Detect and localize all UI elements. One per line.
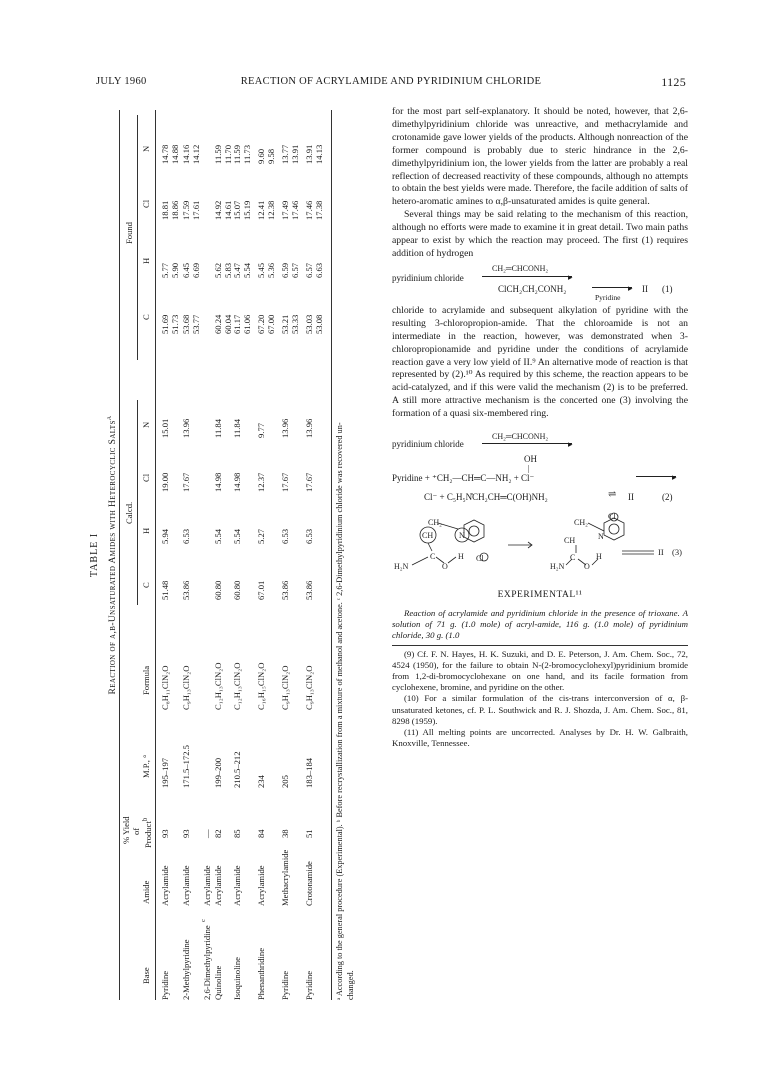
cell-yield: 38 [280, 829, 290, 838]
cell-found_cl: 12.38 [266, 200, 276, 220]
cell-found_c: 53.08 [314, 314, 324, 334]
cell-base-mark: c [200, 919, 207, 922]
cell-formula: C₉H₁₃ClN₂O [181, 665, 191, 710]
cell-calc_c: 60.80 [213, 580, 223, 600]
experimental-heading: EXPERIMENTAL¹¹ [497, 590, 583, 601]
table-subtitle-mark: a [104, 415, 113, 421]
cell-found_h: 6.59 [280, 262, 290, 278]
eq1-product: ClCH₂CH₂CONH₂ [498, 283, 567, 294]
cell-calc_c: 53.86 [304, 580, 314, 600]
eq1-below: Pyridine [595, 292, 621, 302]
cell-yield: — [202, 829, 212, 838]
footnote-rule [392, 645, 688, 646]
cell-found_n: 11.59 [232, 144, 242, 164]
cell-calc_cl: 12.37 [256, 472, 266, 492]
svg-text:C: C [430, 552, 436, 562]
cell-found_n: 9.60 [256, 148, 266, 164]
rule-found [137, 115, 138, 360]
cell-found_h: 5.62 [213, 262, 223, 278]
cell-found_c: 51.73 [170, 314, 180, 334]
cell-calc_n: 9.77 [256, 422, 266, 438]
cell-found_c: 53.77 [191, 314, 201, 334]
table-title: TABLE I [89, 532, 100, 578]
cell-formula: C₁₂H₁₃ClN₂O [213, 662, 223, 710]
svg-text:Cl: Cl [476, 554, 484, 564]
cell-found_h: 6.45 [181, 262, 191, 278]
cell-mp: 171.5–172.5 [181, 745, 191, 788]
svg-text:H₂N: H₂N [550, 562, 565, 572]
hdr-found-cl: Cl [141, 199, 151, 208]
cell-found_n: 14.78 [160, 144, 170, 164]
cell-calc_c: 53.86 [280, 580, 290, 600]
cell-amide: Acrylamide [181, 865, 191, 906]
svg-text:O: O [442, 562, 448, 572]
eq2-arrowhead-1: ▸ [568, 439, 573, 450]
cell-found_c: 53.21 [280, 314, 290, 334]
cell-found_n: 9.58 [266, 148, 276, 164]
cell-found_n: 13.91 [304, 144, 314, 164]
cell-calc_h: 6.53 [181, 528, 191, 544]
eq1-number: (1) [662, 283, 673, 294]
hdr-calc-h: H [141, 527, 151, 534]
cell-calc_h: 5.54 [232, 528, 242, 544]
cell-found_cl: 17.46 [290, 200, 300, 220]
cell-found_h: 6.63 [314, 262, 324, 278]
cell-base: Phenanthridine [256, 947, 266, 1000]
hdr-yield-3-text: Product [142, 821, 153, 848]
svg-text:CH₂: CH₂ [428, 518, 442, 528]
eq2-reagent: CH₂═CHCONH₂ [492, 432, 549, 442]
cell-found_n: 14.88 [170, 144, 180, 164]
eq1-arrowhead-2: ▸ [628, 282, 633, 293]
hdr-calc-c: C [141, 582, 151, 588]
cell-calc_cl: 17.67 [181, 472, 191, 492]
cell-calc_c: 67.01 [256, 580, 266, 600]
cell-amide: Methacrylamide [280, 849, 290, 906]
hdr-found-h: H [141, 257, 151, 264]
cell-found_h: 5.36 [266, 262, 276, 278]
cell-calc_n: 13.96 [280, 418, 290, 438]
cell-found_c: 61.06 [242, 314, 252, 334]
cell-found_n: 11.70 [223, 144, 233, 164]
svg-text:C: C [570, 553, 576, 563]
rule-calcd [137, 400, 138, 605]
hdr-yield-2: of [131, 827, 141, 835]
cell-calc_cl: 17.67 [304, 472, 314, 492]
hdr-yield-3 [142, 818, 153, 848]
table-footnote-2: changed. [346, 970, 355, 1000]
right-column [392, 106, 688, 749]
eq2-arrow-1 [482, 443, 572, 444]
rule-bottom [331, 110, 332, 1000]
cell-found_h: 5.47 [232, 262, 242, 278]
cell-found_cl: 17.59 [181, 200, 191, 220]
svg-text:CH₂: CH₂ [574, 518, 588, 528]
cell-amide: Acrylamide [232, 865, 242, 906]
cell-mp: 234 [256, 775, 266, 788]
header-date: JULY 1960 [96, 76, 147, 87]
cell-found_n: 14.13 [314, 144, 324, 164]
hdr-mp: M.P., ° [141, 754, 151, 778]
cell-amide: Acrylamide [202, 865, 212, 906]
footnote-11: (11) All melting points are uncorrected. Analyses by Dr. H. W. Galbraith, Knoxville, Tennessee. [392, 726, 688, 749]
cell-found_c: 53.03 [304, 314, 314, 334]
eq3-structure-diagram [392, 511, 688, 583]
equation-2 [392, 429, 688, 511]
cell-mp: 210.5–212 [232, 751, 242, 788]
cell-mp: 195–197 [160, 757, 170, 788]
cell-yield: 82 [213, 829, 223, 838]
cell-found_h: 6.69 [191, 262, 201, 278]
eq3-number: (3) [672, 547, 682, 558]
eq2-arrow-2 [636, 476, 676, 477]
footnote-10: (10) For a similar formulation of the cis-trans interconversion of α, β-unsaturated ketones, cf. P. L. Southwick and R. J. Shozda, J. Am. Chem. Soc., 81, 8298 (1959). [392, 693, 688, 726]
cell-amide: Crotonamide [304, 861, 314, 906]
paragraph-3: chloride to acrylamide and subsequent alkylation of pyridine with the resulting 3-chloropropion-amide. That the chloroamide is not an intermediate in the reaction, however, was demonstrated when 3-chloropropionamide and pyridine under the conditions of acrylamide reaction gave a very low yield of II.⁹ An alternative mode of reaction is that represented by (2).¹⁰ As required by this scheme, the reaction appears to be acid-catalyzed, and if this were valid the mechanism (2) is to be preferred. A still more attractive mechanism is the concerted one (3) involving the formation of a quasi six-membered ring. [392, 304, 688, 420]
cell-found_n: 11.59 [213, 144, 223, 164]
svg-text:CH: CH [422, 531, 434, 541]
cell-yield: 93 [160, 829, 170, 838]
eq2-bond: | [528, 464, 530, 474]
cell-calc_c: 60.80 [232, 580, 242, 600]
eq1-arrow-2 [592, 287, 632, 288]
cell-base: 2,6-Dimethylpyridine [202, 925, 212, 1000]
eq3-result: II [658, 547, 664, 558]
cell-calc_c: 53.86 [181, 580, 191, 600]
cell-calc_cl: 14.98 [213, 472, 223, 492]
cell-found_cl: 17.46 [304, 200, 314, 220]
cell-found_c: 53.33 [290, 314, 300, 334]
cell-mp: 205 [280, 775, 290, 788]
cell-found_n: 13.77 [280, 144, 290, 164]
cell-found_n: 14.12 [191, 144, 201, 164]
cell-found_h: 5.54 [242, 262, 252, 278]
cell-found_c: 51.69 [160, 314, 170, 334]
cell-calc_h: 5.27 [256, 528, 266, 544]
paragraph-2: Several things may be said relating to the mechanism of this reaction, although no efforts were made to examine it in great detail. Two main paths appear to exist by which the reaction may proceed. The first (1) requires addition of hydrogen [392, 209, 688, 259]
equation-1 [392, 261, 688, 305]
hdr-base: Base [141, 967, 151, 984]
cell-yield: 51 [304, 829, 314, 838]
experimental-paragraph: Reaction of acrylamide and pyridinium chloride in the presence of trioxane. A solution of 71 g. (1.0 mole) of acryl-amide, 116 g. (1.0 mole) of pyridinium chloride, 30 g. (1.0 [392, 607, 688, 641]
cell-yield: 85 [232, 829, 242, 838]
cell-formula: C₈H₁₁ClN₂O [160, 665, 170, 710]
hdr-amide: Amide [141, 880, 151, 904]
eq1-left: pyridinium chloride [392, 272, 464, 283]
hdr-yield-mark: b [141, 817, 149, 822]
cell-found_cl: 12.41 [256, 200, 266, 220]
cell-found_cl: 15.19 [242, 200, 252, 220]
footnote-9: (9) Cf. F. N. Hayes, H. K. Suzuki, and D. E. Peterson, J. Am. Chem. Soc., 72, 4524 (1950), for the failure to obtain N-(2-bromocyclohexyl)pyridinium bromide from 1,2-di-bromocyclohexane on one hand, and its facile formation from cyclohexene, bromine, and pyridine on the other. [392, 648, 688, 693]
cell-found_cl: 17.38 [314, 200, 324, 220]
cell-base: Isoquinoline [232, 957, 242, 1000]
cell-found_c: 67.00 [266, 314, 276, 334]
cell-found_h: 5.77 [160, 262, 170, 278]
cell-mp: 199–200 [213, 757, 223, 788]
page-number: 1125 [661, 75, 686, 89]
equation-3 [392, 511, 688, 583]
cell-found_h: 5.90 [170, 262, 180, 278]
eq1-result: II [642, 283, 648, 294]
eq2-left: pyridinium chloride [392, 439, 464, 450]
table-subtitle-text: Reaction of α,β-Unsaturated Amides with Heterocyclic Salts [108, 420, 119, 695]
paragraph-1: for the most part self-explanatory. It should be noted, however, that 2,6-dimethylpyridinium chloride was unreactive, and methacrylamide and crotonamide gave lower yields of the products. Although nonreaction of the former compound is probably due to steric hindrance in the 2,6-dimethylpyridinium ion, the lower yields from the latter are probably a real reflection of decreased reactivity of these compounds, although no attempts to obtain the best yields were made. Therefore, the facile addition of salts of hetero-aromatic amines to α,β-unsaturated amides is quite general. [392, 106, 688, 208]
cell-found_h: 6.57 [304, 262, 314, 278]
hdr-found-n: N [141, 145, 151, 152]
cell-calc_n: 11.84 [232, 418, 242, 438]
cell-found_cl: 17.61 [191, 200, 201, 220]
eq1-reagent: CH₂═CHCONH₂ [492, 263, 549, 273]
hdr-formula: Formula [141, 665, 151, 695]
cell-calc_n: 13.96 [304, 418, 314, 438]
cell-found_c: 61.17 [232, 314, 242, 334]
cell-found_c: 60.24 [213, 314, 223, 334]
svg-text:Cl: Cl [608, 512, 616, 522]
cell-found_cl: 18.86 [170, 200, 180, 220]
cell-yield: 93 [181, 829, 191, 838]
cell-base: Pyridine [160, 970, 170, 1000]
cell-calc_cl: 17.67 [280, 472, 290, 492]
rule-top [119, 110, 120, 1000]
cell-mp: 183–184 [304, 757, 314, 788]
cell-calc_n: 15.01 [160, 418, 170, 438]
hdr-calc-n: N [141, 421, 151, 428]
cell-base: Pyridine [280, 970, 290, 1000]
cell-base: Quinoline [213, 965, 223, 1000]
table-1 [85, 110, 365, 1000]
cell-amide: Acrylamide [256, 865, 266, 906]
eq2-oh: OH [524, 454, 537, 465]
cell-calc_cl: 14.98 [232, 472, 242, 492]
cell-calc_h: 6.53 [304, 528, 314, 544]
cell-yield: 84 [256, 829, 266, 838]
cell-found_n: 14.16 [181, 144, 191, 164]
cell-calc_h: 5.54 [213, 528, 223, 544]
cell-found_cl: 15.07 [232, 200, 242, 220]
cell-calc_h: 6.53 [280, 528, 290, 544]
cell-found_c: 60.04 [223, 314, 233, 334]
cell-formula: C₉H₁₃ClN₂O [304, 665, 314, 710]
eq2-line2: Pyridine + ⁺CH₂—CH═C—NH₂ + Cl⁻ [392, 473, 535, 484]
header-title: REACTION OF ACRYLAMIDE AND PYRIDINIUM CHLORIDE [240, 76, 542, 87]
cell-found_cl: 14.61 [223, 200, 233, 220]
cell-formula: C₁₆H₁₅ClN₂O [256, 662, 266, 710]
cell-calc_c: 51.48 [160, 580, 170, 600]
cell-found_h: 5.45 [256, 262, 266, 278]
hdr-found: Found [124, 222, 134, 244]
table-footnote-1: ᵃ According to the general procedure (Experimental). ᵇ Before recrystallization from a mixture of methanol and acetone. ᶜ 2,6-Dimethylpyridinium chloride was recovered un- [335, 422, 344, 1000]
cell-amide: Acrylamide [213, 865, 223, 906]
cell-found_c: 67.20 [256, 314, 266, 334]
svg-text:H₂N: H₂N [394, 562, 409, 572]
svg-text:CH: CH [564, 536, 576, 546]
cell-calc_h: 5.94 [160, 528, 170, 544]
cell-found_h: 5.83 [223, 262, 233, 278]
cell-calc_cl: 19.00 [160, 472, 170, 492]
cell-base: Pyridine [304, 970, 314, 1000]
hdr-calc-cl: Cl [141, 473, 151, 482]
cell-calc_n: 11.84 [213, 418, 223, 438]
svg-text:H: H [596, 552, 602, 562]
table-subtitle [105, 110, 119, 1000]
cell-found_n: 11.73 [242, 144, 252, 164]
running-header [96, 76, 686, 92]
eq2-line3: Cl⁻ + C₅H₅N̊CH₂CH═C(OH)NH₂ [424, 492, 548, 503]
cell-formula: C₉H₁₃ClN₂O [280, 665, 290, 710]
cell-found_cl: 14.92 [213, 200, 223, 220]
eq1-arrow-1 [482, 276, 572, 277]
cell-found_cl: 17.49 [280, 200, 290, 220]
eq2-equilibrium: ⇌ [608, 489, 617, 501]
svg-text:H: H [458, 552, 464, 562]
cell-found_h: 6.57 [290, 262, 300, 278]
eq2-arrowhead-2: ▸ [672, 472, 677, 483]
cell-calc_n: 13.96 [181, 418, 191, 438]
svg-text:N: N [459, 531, 465, 541]
cell-found_cl: 18.81 [160, 200, 170, 220]
cell-base: 2-Methylpyridine [181, 939, 191, 1000]
cell-formula: C₁₂H₁₃ClN₂O [232, 662, 242, 710]
hdr-calcd: Calcd. [124, 501, 134, 524]
cell-amide: Acrylamide [160, 865, 170, 906]
eq2-number: (2) [662, 492, 673, 503]
eq1-arrowhead-1: ▸ [568, 271, 573, 282]
cell-found_c: 53.68 [181, 314, 191, 334]
rule-header [155, 110, 156, 1000]
eq2-result: II [628, 492, 634, 503]
hdr-yield-1: % Yield [121, 816, 131, 844]
cell-found_n: 13.91 [290, 144, 300, 164]
svg-text:O: O [584, 562, 590, 572]
svg-text:N: N [598, 532, 604, 542]
hdr-found-c: C [141, 314, 151, 320]
